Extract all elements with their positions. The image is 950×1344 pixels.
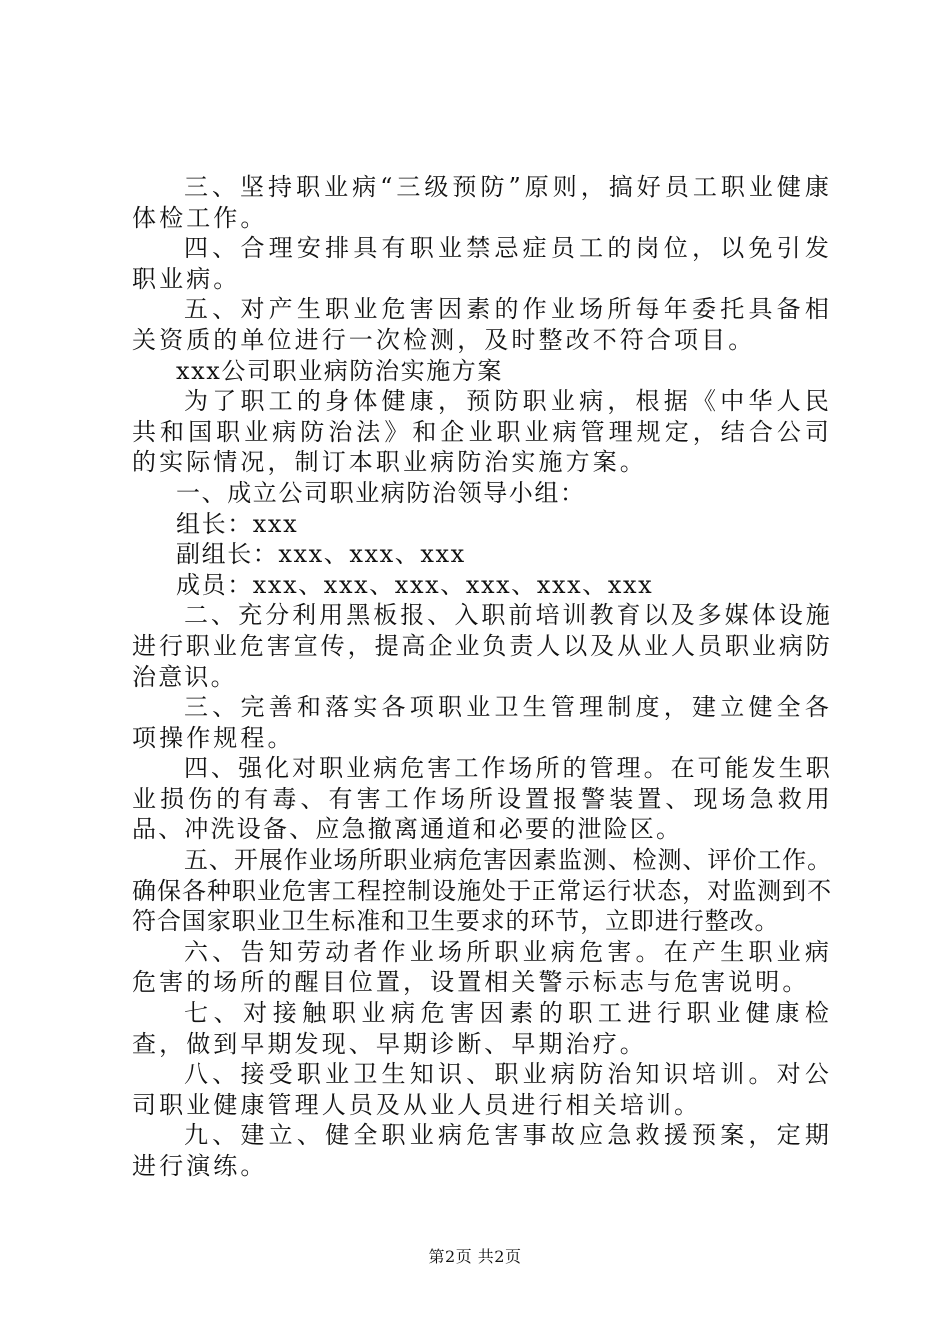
paragraph-emergency-plan: 九、建立、健全职业病危害事故应急救援预案，定期进行演练。 (132, 1121, 832, 1180)
paragraph-intro: 为了职工的身体健康，预防职业病，根据《中华人民共和国职业病防治法》和企业职业病管理规定，结合公司的实际情况，制订本职业病防治实施方案。 (132, 387, 832, 477)
group-leader: 组长：xxx (176, 509, 299, 538)
paragraph-principle-prevention: 三、坚持职业病“三级预防”原则，搞好员工职业健康体检工作。 (132, 173, 832, 232)
section-title: xxx公司职业病防治实施方案 (176, 356, 504, 385)
paragraph-notification: 六、告知劳动者作业场所职业病危害。在产生职业病危害的场所的醒目位置，设置相关警示标志与危害说明。 (132, 937, 832, 997)
paragraph-publicity: 二、充分利用黑板报、入职前培训教育以及多媒体设施进行职业危害宣传，提高企业负责人以及从业人员职业病防治意识。 (132, 601, 832, 691)
deputy-leader: 副组长：xxx、xxx、xxx (176, 540, 466, 569)
document-body (132, 172, 832, 1182)
paragraph-annual-testing: 五、对产生职业危害因素的作业场所每年委托具备相关资质的单位进行一次检测，及时整改不符合项目。 (132, 295, 832, 354)
group-members: 成员：xxx、xxx、xxx、xxx、xxx、xxx (176, 570, 654, 599)
paragraph-health-check: 七、对接触职业病危害因素的职工进行职业健康检查，做到早期发现、早期诊断、早期治疗。 (132, 999, 832, 1058)
paragraph-workplace-management: 四、强化对职业病危害工作场所的管理。在可能发生职业损伤的有毒、有害工作场所设置报警装置、现场急救用品、冲洗设备、应急撤离通道和必要的泄险区。 (132, 754, 832, 844)
paragraph-leading-group: 一、成立公司职业病防治领导小组： (176, 478, 586, 507)
paragraph-training: 八、接受职业卫生知识、职业病防治知识培训。对公司职业健康管理人员及从业人员进行相关培训。 (132, 1060, 832, 1119)
paragraph-monitoring: 五、开展作业场所职业病危害因素监测、检测、评价工作。确保各种职业危害工程控制设施处于正常运行状态，对监测到不符合国家职业卫生标准和卫生要求的环节，立即进行整改。 (132, 846, 832, 936)
paragraph-job-arrangement: 四、合理安排具有职业禁忌症员工的岗位，以免引发职业病。 (132, 234, 832, 293)
paragraph-management-system: 三、完善和落实各项职业卫生管理制度，建立健全各项操作规程。 (132, 693, 832, 752)
page-number: 第2页 共2页 (428, 1247, 522, 1266)
